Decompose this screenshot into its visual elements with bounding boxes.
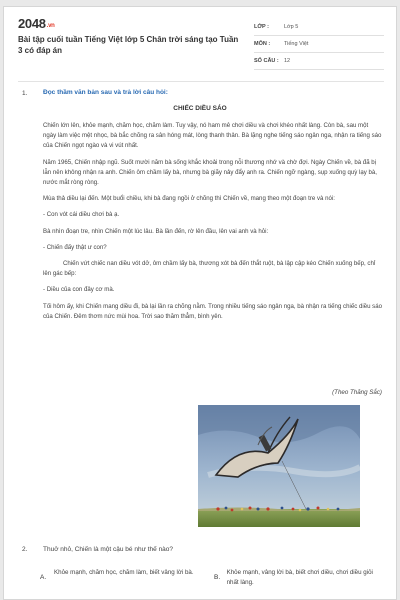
passage-paragraph: Bà nhìn đoạn tre, nhìn Chiến một lúc lâu. Bà lần đến, rờ lên đầu, lên vai anh và hỏi:	[43, 227, 269, 235]
option-letter: A.	[40, 574, 47, 581]
passage-credit: (Theo Thăng Sắc)	[332, 389, 382, 396]
passage-paragraph: - Chiến đấy thật ư con?	[43, 243, 107, 251]
passage-paragraph: Chiến vứt chiếc nan diều vót dở, ôm chầm lấy bà, thương xót bà đến thắt ruột, bà lập cập kéo Chiến xuống bếp, chỉ lên gác bếp:	[43, 260, 376, 278]
meta-count-label: SỐ CÂU :	[254, 58, 279, 64]
meta-grade-label: LỚP :	[254, 24, 269, 30]
kite-photo	[198, 405, 360, 527]
meta-grade-value: Lớp 5	[284, 24, 299, 30]
question-1-prompt: Đọc thầm văn bản sau và trả lời câu hỏi:	[43, 89, 168, 96]
passage-paragraph: - Con vót cái diều chơi bà ạ.	[43, 211, 120, 219]
meta-count-value: 12	[284, 58, 291, 64]
logo-main: 2048	[18, 16, 46, 31]
option-text: Khỏe mạnh, chăm học, chăm làm, biết vâng lời bà.	[54, 569, 194, 576]
worksheet-header	[4, 7, 396, 85]
meta-subject-label: MÔN :	[254, 41, 271, 47]
answer-option-a[interactable]	[40, 568, 196, 581]
question-2-prompt: Thuở nhỏ, Chiến là một cậu bé như thế nào?	[43, 546, 174, 553]
passage-paragraph: Tối hôm ấy, khi Chiến mang diều đi, bà lại lần ra chõng nằm. Trong nhiều tiếng sáo ngân nga, bà nhận ra tiếng chiếc diều sáo của Chiến. Đêm thơm nức mùi hoa. Trời sao thăm thẳm, bình yên.	[43, 302, 382, 320]
meta-subject-value: Tiếng Việt	[284, 41, 309, 47]
kite-photo-illustration	[198, 405, 360, 527]
question-1-number: 1.	[22, 90, 28, 97]
story-title: CHIẾC DIỀU SÁO	[173, 105, 227, 112]
passage-paragraph: Năm 1965, Chiến nhập ngũ. Suốt mười năm bà sống khắc khoải trong nỗi thương nhớ và chờ đợi. Ngày Chiến về, bà đã bị lẫn nên không nhận ra anh. Chiến ôm chầm lấy bà, nhưng bà giãy nảy đẩy anh ra. Chiến ngỡ ngàng, sụp xuống quỳ lạy bà, nước mắt ròng ròng.	[43, 158, 377, 187]
meta-count	[254, 53, 384, 70]
meta-info	[254, 19, 384, 70]
answer-option-b[interactable]	[214, 568, 384, 588]
passage-paragraph: - Diều của con đây cơ mà.	[43, 286, 115, 294]
passage-paragraph: Chiến lớn lên, khỏe mạnh, chăm học, chăm làm. Tuy vậy, nó ham mê chơi diều và chơi khéo nhất làng. Còn bà, sau một ngày làm việc mệt nhọc, bà bắc chõng ra sân hóng mát, lòng thanh thản. Bà lặng nghe tiếng sáo ngân nga, nhận ra tiếng sáo của Chiến ngọt ngào và vi vút nhất.	[43, 122, 382, 150]
question-2-number: 2.	[22, 546, 28, 553]
option-text: Khỏe mạnh, vâng lời bà, biết chơi diều, chơi diều giỏi nhất làng.	[226, 569, 373, 586]
reading-passage	[43, 121, 383, 328]
document-title: Bài tập cuối tuần Tiếng Việt lớp 5 Chân trời sáng tạo Tuần 3 có đáp án	[18, 35, 239, 55]
passage-paragraph: Mùa thả diều lại đến. Một buổi chiều, khi bà đang ngồi ở chõng thì Chiến về, mang theo một đoạn tre và nói:	[43, 195, 335, 203]
option-letter: B.	[214, 574, 221, 581]
meta-grade	[254, 19, 384, 36]
site-logo[interactable]	[18, 16, 55, 31]
worksheet-page	[3, 6, 397, 600]
header-divider	[18, 81, 384, 82]
meta-subject	[254, 36, 384, 53]
logo-tld: .vn	[46, 23, 55, 29]
